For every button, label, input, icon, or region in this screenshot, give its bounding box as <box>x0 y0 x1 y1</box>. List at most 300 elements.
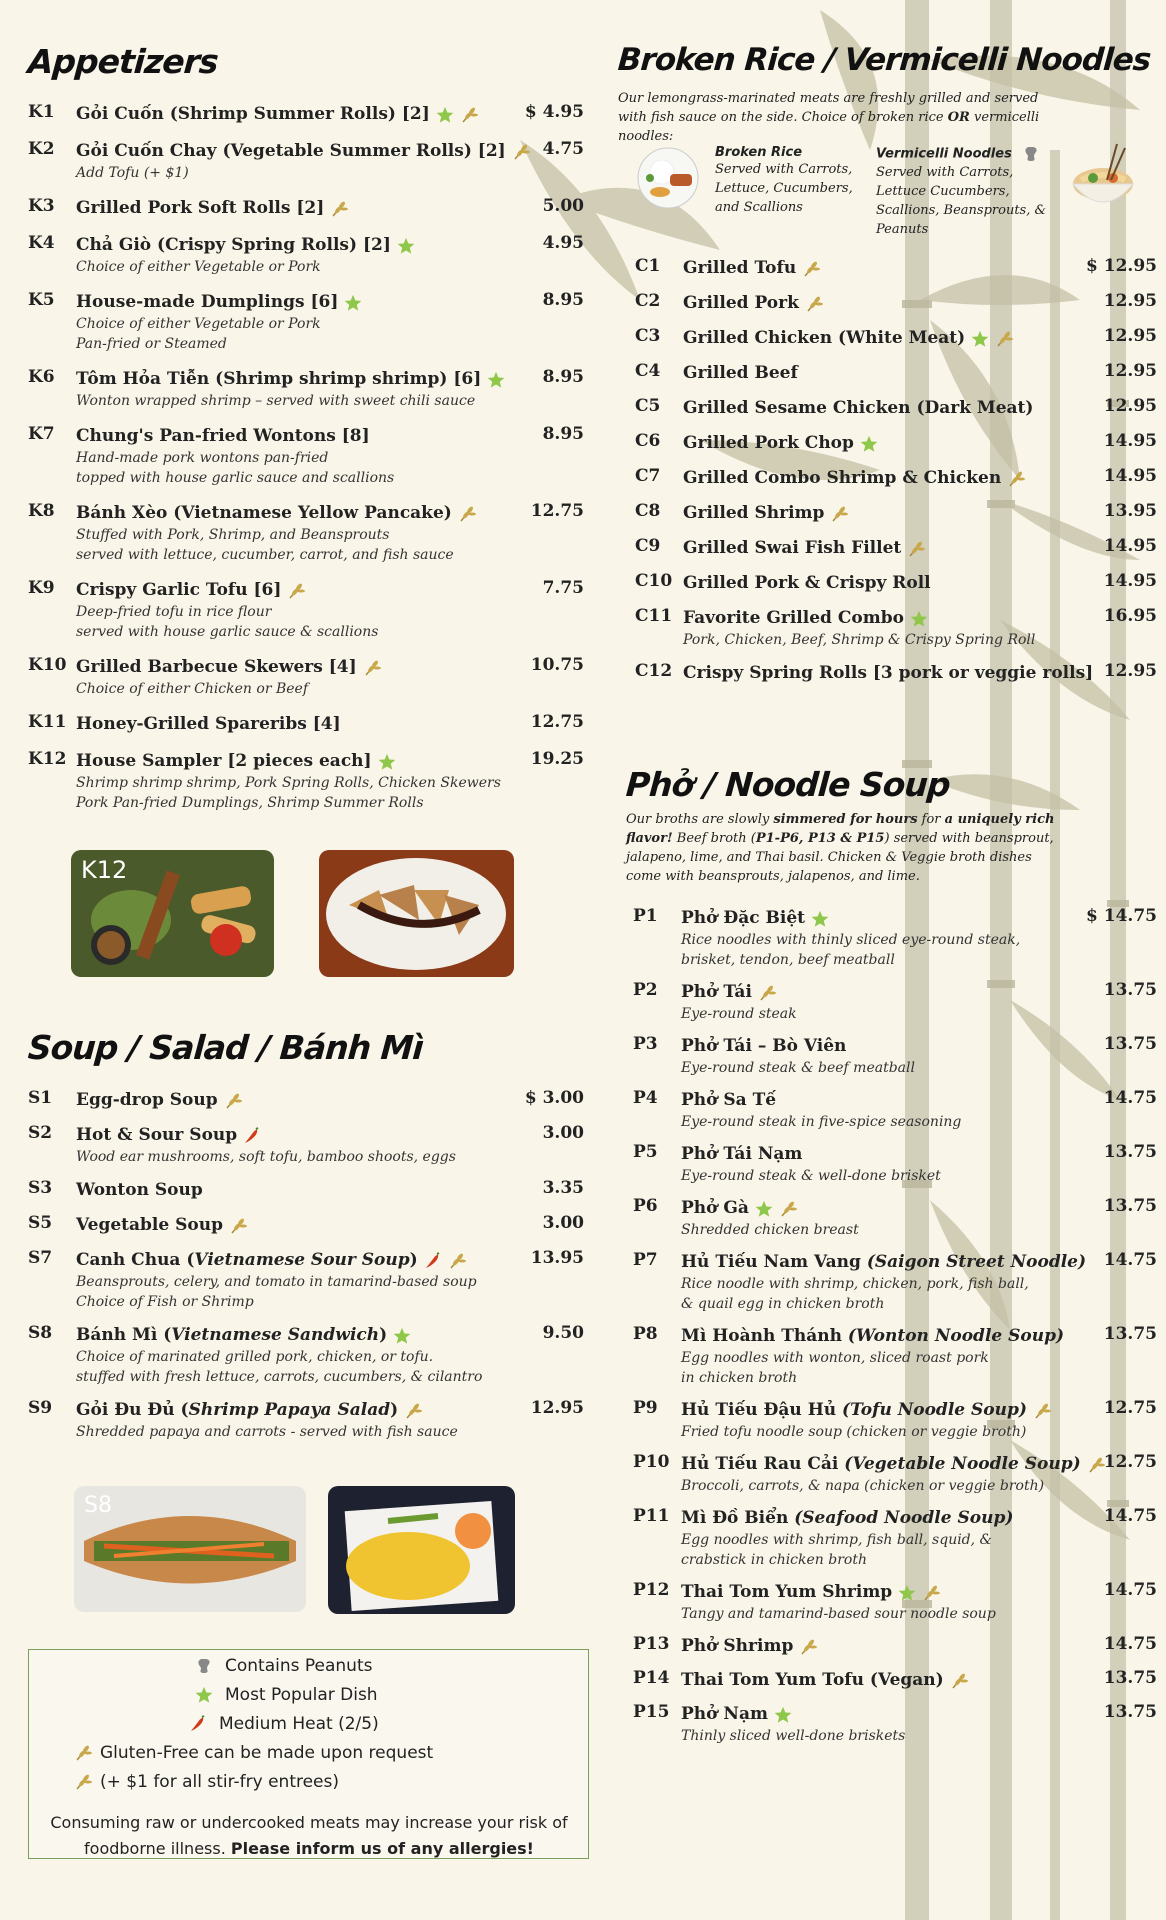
menu-item-p13 <box>633 1634 1157 1658</box>
item-description: Eye-round steak & beef meatball <box>681 1060 915 1076</box>
menu-item-p8 <box>633 1324 1157 1388</box>
item-price: $ 3.00 <box>524 1088 584 1108</box>
menu-item-s2 <box>28 1123 583 1167</box>
menu-item-c4 <box>635 361 1157 385</box>
item-name: Phở Tái <box>681 980 1157 1004</box>
item-description: Pork Pan-fried Dumplings, Shrimp Summer Rolls <box>76 795 424 811</box>
menu-item-c9 <box>635 536 1157 560</box>
item-description: topped with house garlic sauce and scallions <box>76 470 395 486</box>
star-icon <box>344 294 362 312</box>
item-description: in chicken broth <box>681 1370 798 1386</box>
item-name: Grilled Beef <box>683 363 798 383</box>
item-code: S1 <box>28 1088 53 1108</box>
wheat-icon <box>224 1092 242 1110</box>
star-icon <box>860 435 878 453</box>
appetizers-title: Appetizers <box>26 42 220 81</box>
menu-item-c8 <box>635 501 1157 525</box>
item-name: Gỏi Cuốn Chay (Vegetable Summer Rolls) [2] <box>76 139 583 163</box>
item-description: Deep-fried tofu in rice flour <box>76 604 272 620</box>
broken-rice-plate-icon <box>632 142 704 214</box>
item-code: P1 <box>633 906 658 926</box>
star-icon <box>195 1686 213 1704</box>
item-code: C6 <box>635 431 661 451</box>
item-name: Grilled Combo Shrimp & Chicken <box>683 466 1157 490</box>
item-price: $ 14.75 <box>1086 906 1157 926</box>
legend-peanuts-text: Contains Peanuts <box>225 1656 373 1676</box>
item-description: Egg noodles with wonton, sliced roast pork <box>681 1350 989 1366</box>
item-price: 13.75 <box>1103 1196 1157 1216</box>
broken-rice-title: Broken Rice / Vermicelli Noodles <box>616 42 1152 78</box>
pho-title: Phở / Noodle Soup <box>624 765 952 804</box>
item-price: 13.75 <box>1103 1668 1157 1688</box>
item-price: 14.95 <box>1103 536 1157 556</box>
item-code: C11 <box>635 606 673 626</box>
soup-salad-list <box>28 1088 583 1453</box>
menu-item-k12 <box>28 749 583 813</box>
broken-rice-list <box>635 256 1157 696</box>
k12-photo-label: K12 <box>81 856 128 884</box>
item-name: Phở Tái Nạm <box>681 1144 803 1164</box>
item-description: served with lettuce, cucumber, carrot, and fish sauce <box>76 547 454 563</box>
wheat-icon <box>799 1638 817 1656</box>
wheat-icon <box>1087 1456 1105 1474</box>
item-name: Bánh Mì (Vietnamese Sandwich) <box>76 1323 583 1347</box>
item-code: K5 <box>28 290 55 310</box>
wheat-icon <box>74 1773 92 1791</box>
item-code: K4 <box>28 233 55 253</box>
item-description: Pan-fried or Steamed <box>76 336 227 352</box>
legend-heat <box>189 1710 379 1739</box>
wheat-icon <box>830 505 848 523</box>
item-name: Grilled Sesame Chicken (Dark Meat) <box>683 398 1034 418</box>
wheat-icon <box>287 582 305 600</box>
banh-xeo-photo <box>328 1486 515 1614</box>
item-name: Grilled Tofu <box>683 256 1157 280</box>
item-code: P7 <box>633 1250 658 1270</box>
item-price: 12.75 <box>530 501 584 521</box>
k12-photo <box>71 850 274 977</box>
wheat-icon <box>922 1584 940 1602</box>
item-price: 12.95 <box>530 1398 584 1418</box>
item-name: Wonton Soup <box>76 1180 203 1200</box>
wheat-icon <box>802 260 820 278</box>
item-name: Mì Đồ Biển (Seafood Noodle Soup) <box>681 1508 1014 1528</box>
legend-peanuts <box>195 1652 372 1681</box>
item-code: C3 <box>635 326 661 346</box>
legend-gf1 <box>74 1739 433 1768</box>
item-code: C7 <box>635 466 661 486</box>
item-name: Thai Tom Yum Shrimp <box>681 1580 1157 1604</box>
item-description: Stuffed with Pork, Shrimp, and Beansprouts <box>76 527 390 543</box>
menu-item-c12 <box>635 661 1157 685</box>
chili-icon <box>424 1252 442 1270</box>
menu-item-p15 <box>633 1702 1157 1746</box>
item-name: Tôm Hỏa Tiễn (Shrimp shrimp shrimp) [6] <box>76 367 583 391</box>
legend-warning <box>49 1810 569 1862</box>
item-price: 8.95 <box>542 424 584 444</box>
menu-item-k10 <box>28 655 583 699</box>
item-name: Egg-drop Soup <box>76 1088 583 1112</box>
item-price: 14.95 <box>1103 571 1157 591</box>
item-name: Grilled Pork <box>683 291 1157 315</box>
chili-icon <box>243 1127 261 1145</box>
item-code: S3 <box>28 1178 53 1198</box>
item-price: 3.35 <box>542 1178 584 1198</box>
item-code: K3 <box>28 196 55 216</box>
menu-item-k7 <box>28 424 583 488</box>
peanut-icon <box>1022 145 1040 163</box>
item-code: C4 <box>635 361 661 381</box>
item-code: P13 <box>633 1634 670 1654</box>
item-price: 13.75 <box>1103 1702 1157 1722</box>
item-code: C5 <box>635 396 661 416</box>
item-description: Eye-round steak in five-spice seasoning <box>681 1114 962 1130</box>
item-description: Rice noodle with shrimp, chicken, pork, fish ball, <box>681 1276 1029 1292</box>
menu-item-p4 <box>633 1088 1157 1132</box>
wheat-icon <box>907 540 925 558</box>
item-code: K12 <box>28 749 67 769</box>
star-icon <box>393 1327 411 1345</box>
item-description: stuffed with fresh lettuce, carrots, cucumbers, & cilantro <box>76 1369 483 1385</box>
item-price: 5.00 <box>542 196 584 216</box>
item-price: 10.75 <box>530 655 584 675</box>
item-price: 12.75 <box>1103 1452 1157 1472</box>
item-name: Gỏi Cuốn (Shrimp Summer Rolls) [2] <box>76 102 583 126</box>
item-price: 13.95 <box>1103 501 1157 521</box>
menu-item-s5 <box>28 1213 583 1237</box>
broken-rice-intro: Our lemongrass-marinated meats are freshly grilled and served with fish sauce on the side. Choice of broken rice OR vermicelli noodles: <box>618 91 1040 144</box>
menu-item-p6 <box>633 1196 1157 1240</box>
item-description: Choice of either Vegetable or Pork <box>76 259 321 275</box>
menu-item-c3 <box>635 326 1157 350</box>
legend-popular-text: Most Popular Dish <box>225 1685 378 1705</box>
menu-item-k5 <box>28 290 583 354</box>
item-price: 19.25 <box>530 749 584 769</box>
item-price: 13.75 <box>1103 1142 1157 1162</box>
item-price: $ 4.95 <box>524 102 584 122</box>
menu-item-k9 <box>28 578 583 642</box>
item-description: Shrimp shrimp shrimp, Pork Spring Rolls, Chicken Skewers <box>76 775 501 791</box>
menu-item-s3 <box>28 1178 583 1202</box>
star-icon <box>898 1584 916 1602</box>
item-code: P9 <box>633 1398 658 1418</box>
menu-item-c1 <box>635 256 1157 280</box>
item-description: & quail egg in chicken broth <box>681 1296 885 1312</box>
item-code: K7 <box>28 424 55 444</box>
legend-gf1-text: Gluten-Free can be made upon request <box>100 1743 434 1763</box>
item-description: Choice of either Chicken or Beef <box>76 681 308 697</box>
item-name: Phở Gà <box>681 1196 1157 1220</box>
item-price: 14.75 <box>1103 1580 1157 1600</box>
peanut-icon <box>195 1657 213 1675</box>
menu-item-k8 <box>28 501 583 565</box>
item-price: 13.75 <box>1103 980 1157 1000</box>
wheat-icon <box>363 659 381 677</box>
item-name: Phở Nạm <box>681 1702 1157 1726</box>
item-description: Fried tofu noodle soup (chicken or veggie broth) <box>681 1424 1027 1440</box>
item-name: Hot & Sour Soup <box>76 1123 583 1147</box>
star-icon <box>755 1200 773 1218</box>
item-code: K1 <box>28 102 55 122</box>
item-name: Gỏi Đu Đủ (Shrimp Papaya Salad) <box>76 1398 583 1422</box>
menu-item-p9 <box>633 1398 1157 1442</box>
menu-item-c11 <box>635 606 1157 650</box>
item-price: 13.75 <box>1103 1034 1157 1054</box>
menu-item-p5 <box>633 1142 1157 1186</box>
item-description: crabstick in chicken broth <box>681 1552 867 1568</box>
soup-salad-title: Soup / Salad / Bánh Mì <box>26 1028 425 1067</box>
item-description: Choice of either Vegetable or Pork <box>76 316 321 332</box>
s8-photo-label: S8 <box>84 1493 112 1518</box>
item-name: Crispy Garlic Tofu [6] <box>76 578 583 602</box>
item-description: Wonton wrapped shrimp – served with sweet chili sauce <box>76 393 476 409</box>
item-name: Grilled Pork Soft Rolls [2] <box>76 196 583 220</box>
noodle-bowl-icon <box>1067 140 1139 216</box>
menu-item-p1 <box>633 906 1157 970</box>
item-code: K10 <box>28 655 67 675</box>
item-code: P14 <box>633 1668 670 1688</box>
wonton-photo <box>319 850 514 977</box>
menu-item-p12 <box>633 1580 1157 1624</box>
wheat-icon <box>458 505 476 523</box>
menu-item-k3 <box>28 196 583 220</box>
item-description: Rice noodles with thinly sliced eye-round steak, <box>681 932 1021 948</box>
item-price: 8.95 <box>542 290 584 310</box>
menu-item-p14 <box>633 1668 1157 1692</box>
item-name: Hủ Tiếu Rau Cải (Vegetable Noodle Soup) <box>681 1452 1157 1476</box>
pho-list <box>633 906 1157 1756</box>
legend-gf2 <box>74 1768 339 1797</box>
item-code: P2 <box>633 980 658 1000</box>
menu-item-c5 <box>635 396 1157 420</box>
item-code: P3 <box>633 1034 658 1054</box>
item-description: Hand-made pork wontons pan-fried <box>76 450 329 466</box>
item-code: C9 <box>635 536 661 556</box>
menu-item-p3 <box>633 1034 1157 1078</box>
star-icon <box>910 610 928 628</box>
menu-item-p7 <box>633 1250 1157 1314</box>
item-name: Canh Chua (Vietnamese Sour Soup) <box>76 1248 583 1272</box>
item-name: Grilled Pork & Crispy Roll <box>683 573 931 593</box>
menu-item-k4 <box>28 233 583 277</box>
item-code: S7 <box>28 1248 53 1268</box>
legend-warning-bold: Please inform us of any allergies! <box>230 1839 534 1858</box>
item-name: Grilled Swai Fish Fillet <box>683 536 1157 560</box>
item-code: C2 <box>635 291 661 311</box>
item-name: House-made Dumplings [6] <box>76 290 583 314</box>
item-name: Chả Giò (Crispy Spring Rolls) [2] <box>76 233 583 257</box>
item-code: C10 <box>635 571 673 591</box>
menu-item-s8 <box>28 1323 583 1387</box>
item-name: Phở Đặc Biệt <box>681 906 1157 930</box>
item-name: House Sampler [2 pieces each] <box>76 749 583 773</box>
star-icon <box>397 237 415 255</box>
wheat-icon <box>805 295 823 313</box>
item-price: 9.50 <box>542 1323 584 1343</box>
item-price: 14.75 <box>1103 1088 1157 1108</box>
vermicelli-subtitle: Vermicelli Noodles <box>876 146 1012 162</box>
item-description: Eye-round steak & well-done brisket <box>681 1168 941 1184</box>
item-code: S9 <box>28 1398 53 1418</box>
item-code: P8 <box>633 1324 658 1344</box>
item-price: 16.95 <box>1103 606 1157 626</box>
item-price: $ 12.95 <box>1086 256 1157 276</box>
menu-item-s1 <box>28 1088 583 1112</box>
item-price: 13.75 <box>1103 1324 1157 1344</box>
item-code: C12 <box>635 661 673 681</box>
wheat-icon <box>758 984 776 1002</box>
wheat-icon <box>950 1672 968 1690</box>
menu-item-p10 <box>633 1452 1157 1496</box>
item-description: Thinly sliced well-done briskets <box>681 1728 906 1744</box>
legend-box <box>28 1649 589 1859</box>
wheat-icon <box>330 200 348 218</box>
menu-item-k11 <box>28 712 583 736</box>
legend-popular <box>195 1681 378 1710</box>
menu-item-k1 <box>28 102 583 126</box>
wheat-icon <box>779 1200 797 1218</box>
menu-item-s7 <box>28 1248 583 1312</box>
item-code: P12 <box>633 1580 670 1600</box>
item-code: K6 <box>28 367 55 387</box>
item-price: 14.75 <box>1103 1634 1157 1654</box>
item-code: S5 <box>28 1213 53 1233</box>
item-code: P15 <box>633 1702 670 1722</box>
item-code: C8 <box>635 501 661 521</box>
item-description: Shredded papaya and carrots - served with fish sauce <box>76 1424 458 1440</box>
item-description: Broccoli, carrots, & napa (chicken or veggie broth) <box>681 1478 1045 1494</box>
item-name: Phở Shrimp <box>681 1634 1157 1658</box>
item-code: K2 <box>28 139 55 159</box>
item-description: brisket, tendon, beef meatball <box>681 952 895 968</box>
item-name: Vegetable Soup <box>76 1213 583 1237</box>
menu-item-p11 <box>633 1506 1157 1570</box>
wheat-icon <box>74 1744 92 1762</box>
item-code: S8 <box>28 1323 53 1343</box>
legend-heat-text: Medium Heat (2/5) <box>219 1714 379 1734</box>
item-description: Beansprouts, celery, and tomato in tamarind-based soup <box>76 1274 477 1290</box>
menu-item-s9 <box>28 1398 583 1442</box>
wheat-icon <box>512 143 530 161</box>
item-description: Add Tofu (+ $1) <box>76 165 189 181</box>
menu-item-c6 <box>635 431 1157 455</box>
item-price: 12.95 <box>1103 326 1157 346</box>
item-price: 14.75 <box>1103 1250 1157 1270</box>
wheat-icon <box>404 1402 422 1420</box>
legend-gf2-text: (+ $1 for all stir-fry entrees) <box>100 1772 340 1792</box>
star-icon <box>487 371 505 389</box>
item-price: 12.95 <box>1103 361 1157 381</box>
item-description: Wood ear mushrooms, soft tofu, bamboo shoots, eggs <box>76 1149 456 1165</box>
appetizers-list <box>28 102 583 826</box>
item-name: Grilled Chicken (White Meat) <box>683 326 1157 350</box>
star-icon <box>971 330 989 348</box>
item-price: 14.75 <box>1103 1506 1157 1526</box>
broken-rice-box <box>715 145 855 217</box>
item-name: Bánh Xèo (Vietnamese Yellow Pancake) <box>76 501 583 525</box>
item-code: P5 <box>633 1142 658 1162</box>
item-price: 12.95 <box>1103 396 1157 416</box>
item-name: Grilled Shrimp <box>683 501 1157 525</box>
star-icon <box>774 1706 792 1724</box>
item-description: Tangy and tamarind-based sour noodle soup <box>681 1606 996 1622</box>
item-description: Shredded chicken breast <box>681 1222 859 1238</box>
star-icon <box>811 910 829 928</box>
menu-item-k2 <box>28 139 583 183</box>
item-price: 14.95 <box>1103 431 1157 451</box>
item-code: K11 <box>28 712 67 732</box>
s8-photo <box>74 1486 306 1612</box>
menu-item-k6 <box>28 367 583 411</box>
item-price: 4.75 <box>542 139 584 159</box>
menu-item-p2 <box>633 980 1157 1024</box>
item-code: P4 <box>633 1088 658 1108</box>
item-code: K8 <box>28 501 55 521</box>
item-price: 3.00 <box>542 1213 584 1233</box>
item-code: P6 <box>633 1196 658 1216</box>
vermicelli-desc: Served with Carrots, Lettuce Cucumbers, Scallions, Beansprouts, & Peanuts <box>876 165 1047 237</box>
item-name: Phở Sa Tế <box>681 1090 777 1110</box>
item-price: 13.95 <box>530 1248 584 1268</box>
item-name: Hủ Tiếu Nam Vang (Saigon Street Noodle) <box>681 1252 1087 1272</box>
menu-item-c10 <box>635 571 1157 595</box>
wheat-icon <box>229 1217 247 1235</box>
item-name: Favorite Grilled Combo <box>683 606 1157 630</box>
item-price: 8.95 <box>542 367 584 387</box>
chili-icon <box>189 1715 207 1733</box>
item-name: Phở Tái – Bò Viên <box>681 1036 847 1056</box>
item-price: 12.95 <box>1103 661 1157 681</box>
item-code: P10 <box>633 1452 670 1472</box>
item-price: 14.95 <box>1103 466 1157 486</box>
broken-rice-desc: Served with Carrots, Lettuce, Cucumbers, and Scallions <box>715 162 853 215</box>
item-description: Pork, Chicken, Beef, Shrimp & Crispy Spring Roll <box>683 632 1036 648</box>
item-price: 3.00 <box>542 1123 584 1143</box>
pho-intro: Our broths are slowly simmered for hours for a uniquely rich flavor! Beef broth (P1-P6, P13 & P15) served with beansprout, jalapeno, lime, and Thai basil. Chicken & Veggie broth dishes come with beansprouts, jalapenos, and lime. <box>626 812 1055 884</box>
item-name: Grilled Pork Chop <box>683 431 1157 455</box>
item-name: Grilled Barbecue Skewers [4] <box>76 655 583 679</box>
wheat-icon <box>448 1252 466 1270</box>
wheat-icon <box>995 330 1013 348</box>
item-price: 12.95 <box>1103 291 1157 311</box>
item-description: Choice of Fish or Shrimp <box>76 1294 254 1310</box>
item-name: Chung's Pan-fried Wontons [8] <box>76 426 370 446</box>
item-price: 4.95 <box>542 233 584 253</box>
item-name: Honey-Grilled Spareribs [4] <box>76 714 341 734</box>
vermicelli-box <box>876 145 1066 239</box>
item-description: Eye-round steak <box>681 1006 797 1022</box>
star-icon <box>378 753 396 771</box>
broken-rice-subtitle: Broken Rice <box>715 145 803 160</box>
wheat-icon <box>460 106 478 124</box>
item-code: P11 <box>633 1506 670 1526</box>
item-code: C1 <box>635 256 661 276</box>
item-price: 7.75 <box>542 578 584 598</box>
item-code: S2 <box>28 1123 53 1143</box>
star-icon <box>436 106 454 124</box>
legend-warning-text: Consuming raw or undercooked meats may increase your risk of foodborne illness. <box>50 1813 568 1858</box>
item-name: Thai Tom Yum Tofu (Vegan) <box>681 1668 1157 1692</box>
item-name: Hủ Tiếu Đậu Hủ (Tofu Noodle Soup) <box>681 1398 1157 1422</box>
item-price: 12.75 <box>1103 1398 1157 1418</box>
wheat-icon <box>1007 470 1025 488</box>
menu-item-c7 <box>635 466 1157 490</box>
menu-item-c2 <box>635 291 1157 315</box>
item-price: 12.75 <box>530 712 584 732</box>
item-code: K9 <box>28 578 55 598</box>
item-description: Choice of marinated grilled pork, chicken, or tofu. <box>76 1349 434 1365</box>
item-name: Mì Hoành Thánh (Wonton Noodle Soup) <box>681 1326 1065 1346</box>
